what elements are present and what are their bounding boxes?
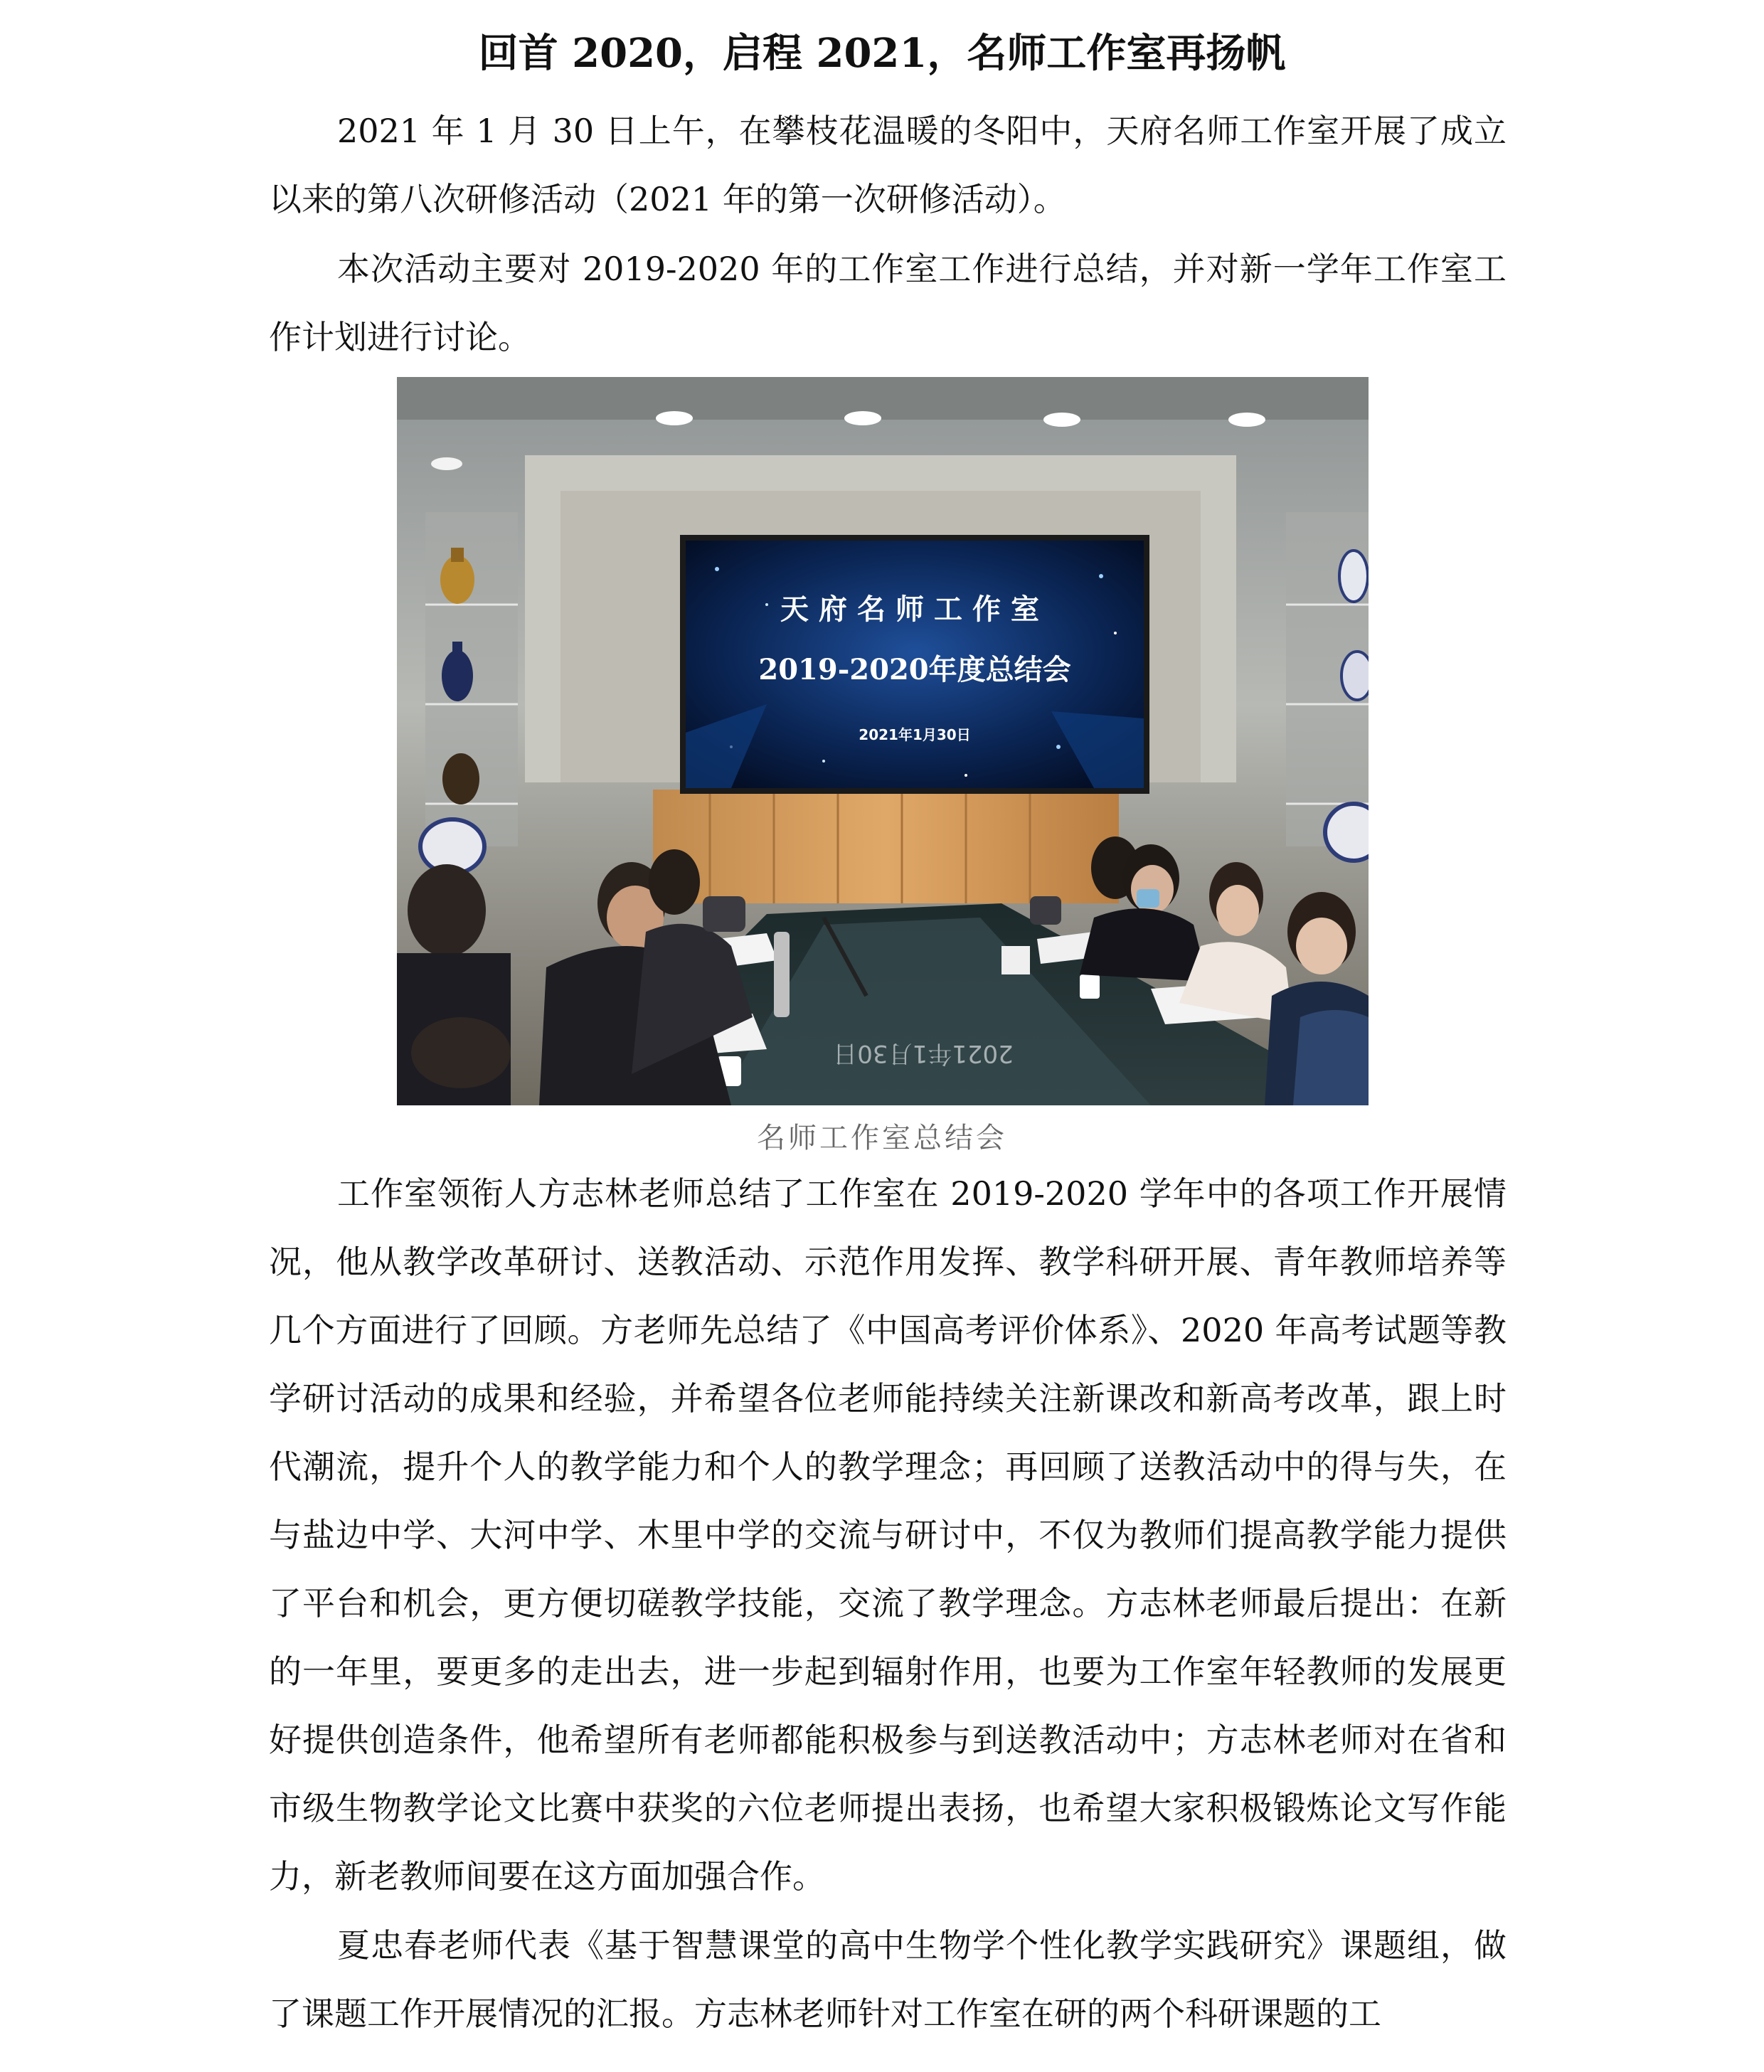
paragraph-report: 夏忠春老师代表《基于智慧课堂的高中生物学个性化教学实践研究》课题组，做了课题工作开展情况的汇报。方志林老师针对工作室在研的两个科研课题的工	[269, 1926, 1507, 2033]
screen-title-text: 天府名师工作室	[780, 593, 1049, 626]
paragraph-intro: 2021 年 1 月 30 日上午，在攀枝花温暖的冬阳中，天府名师工作室开展了成立以来的第八次研修活动（2021 年的第一次研修活动）。	[269, 112, 1507, 218]
screen-subtitle-text: 2019-2020年度总结会	[758, 653, 1071, 686]
photo-caption: 名师工作室总结会	[757, 1122, 1007, 1154]
meeting-photo	[397, 377, 1369, 1105]
document-title: 回首 2020，启程 2021，名师工作室再扬帆	[478, 30, 1286, 77]
paragraph-purpose: 本次活动主要对 2019-2020 年的工作室工作进行总结，并对新一学年工作室工作计划进行讨论。	[269, 250, 1507, 356]
paragraph-summary: 工作室领衔人方志林老师总结了工作室在 2019-2020 学年中的各项工作开展情况，他从教学改革研讨、送教活动、示范作用发挥、教学科研开展、青年教师培养等几个方面进行了回顾。方老师先总结了《中国高考评价体系》、2020 年高考试题等教学研讨活动的成果和经验，并希望各位老师能持续关注新课改和新高考改革，跟上时代潮流，提升个人的教学能力和个人的教学理念；再回顾了送教活动中的得与失，在与盐边中学、大河中学、木里中学的交流与研讨中，不仅为教师们提高教学能力提供了平台和机会，更方便切磋教学技能，交流了教学理念。方志林老师最后提出：在新的一年里，要更多的走出去，进一步起到辐射作用，也要为工作室年轻教师的发展更好提供创造条件，他希望所有老师都能积极参与到送教活动中；方志林老师对在省和市级生物教学论文比赛中获奖的六位老师提出表扬，也希望大家积极锻炼论文写作能力，新老教师间要在这方面加强合作。	[269, 1174, 1507, 1896]
screen-date-text: 2021年1月30日	[859, 726, 971, 743]
table-reflection-text: 2021年1月30日	[833, 1039, 1014, 1068]
